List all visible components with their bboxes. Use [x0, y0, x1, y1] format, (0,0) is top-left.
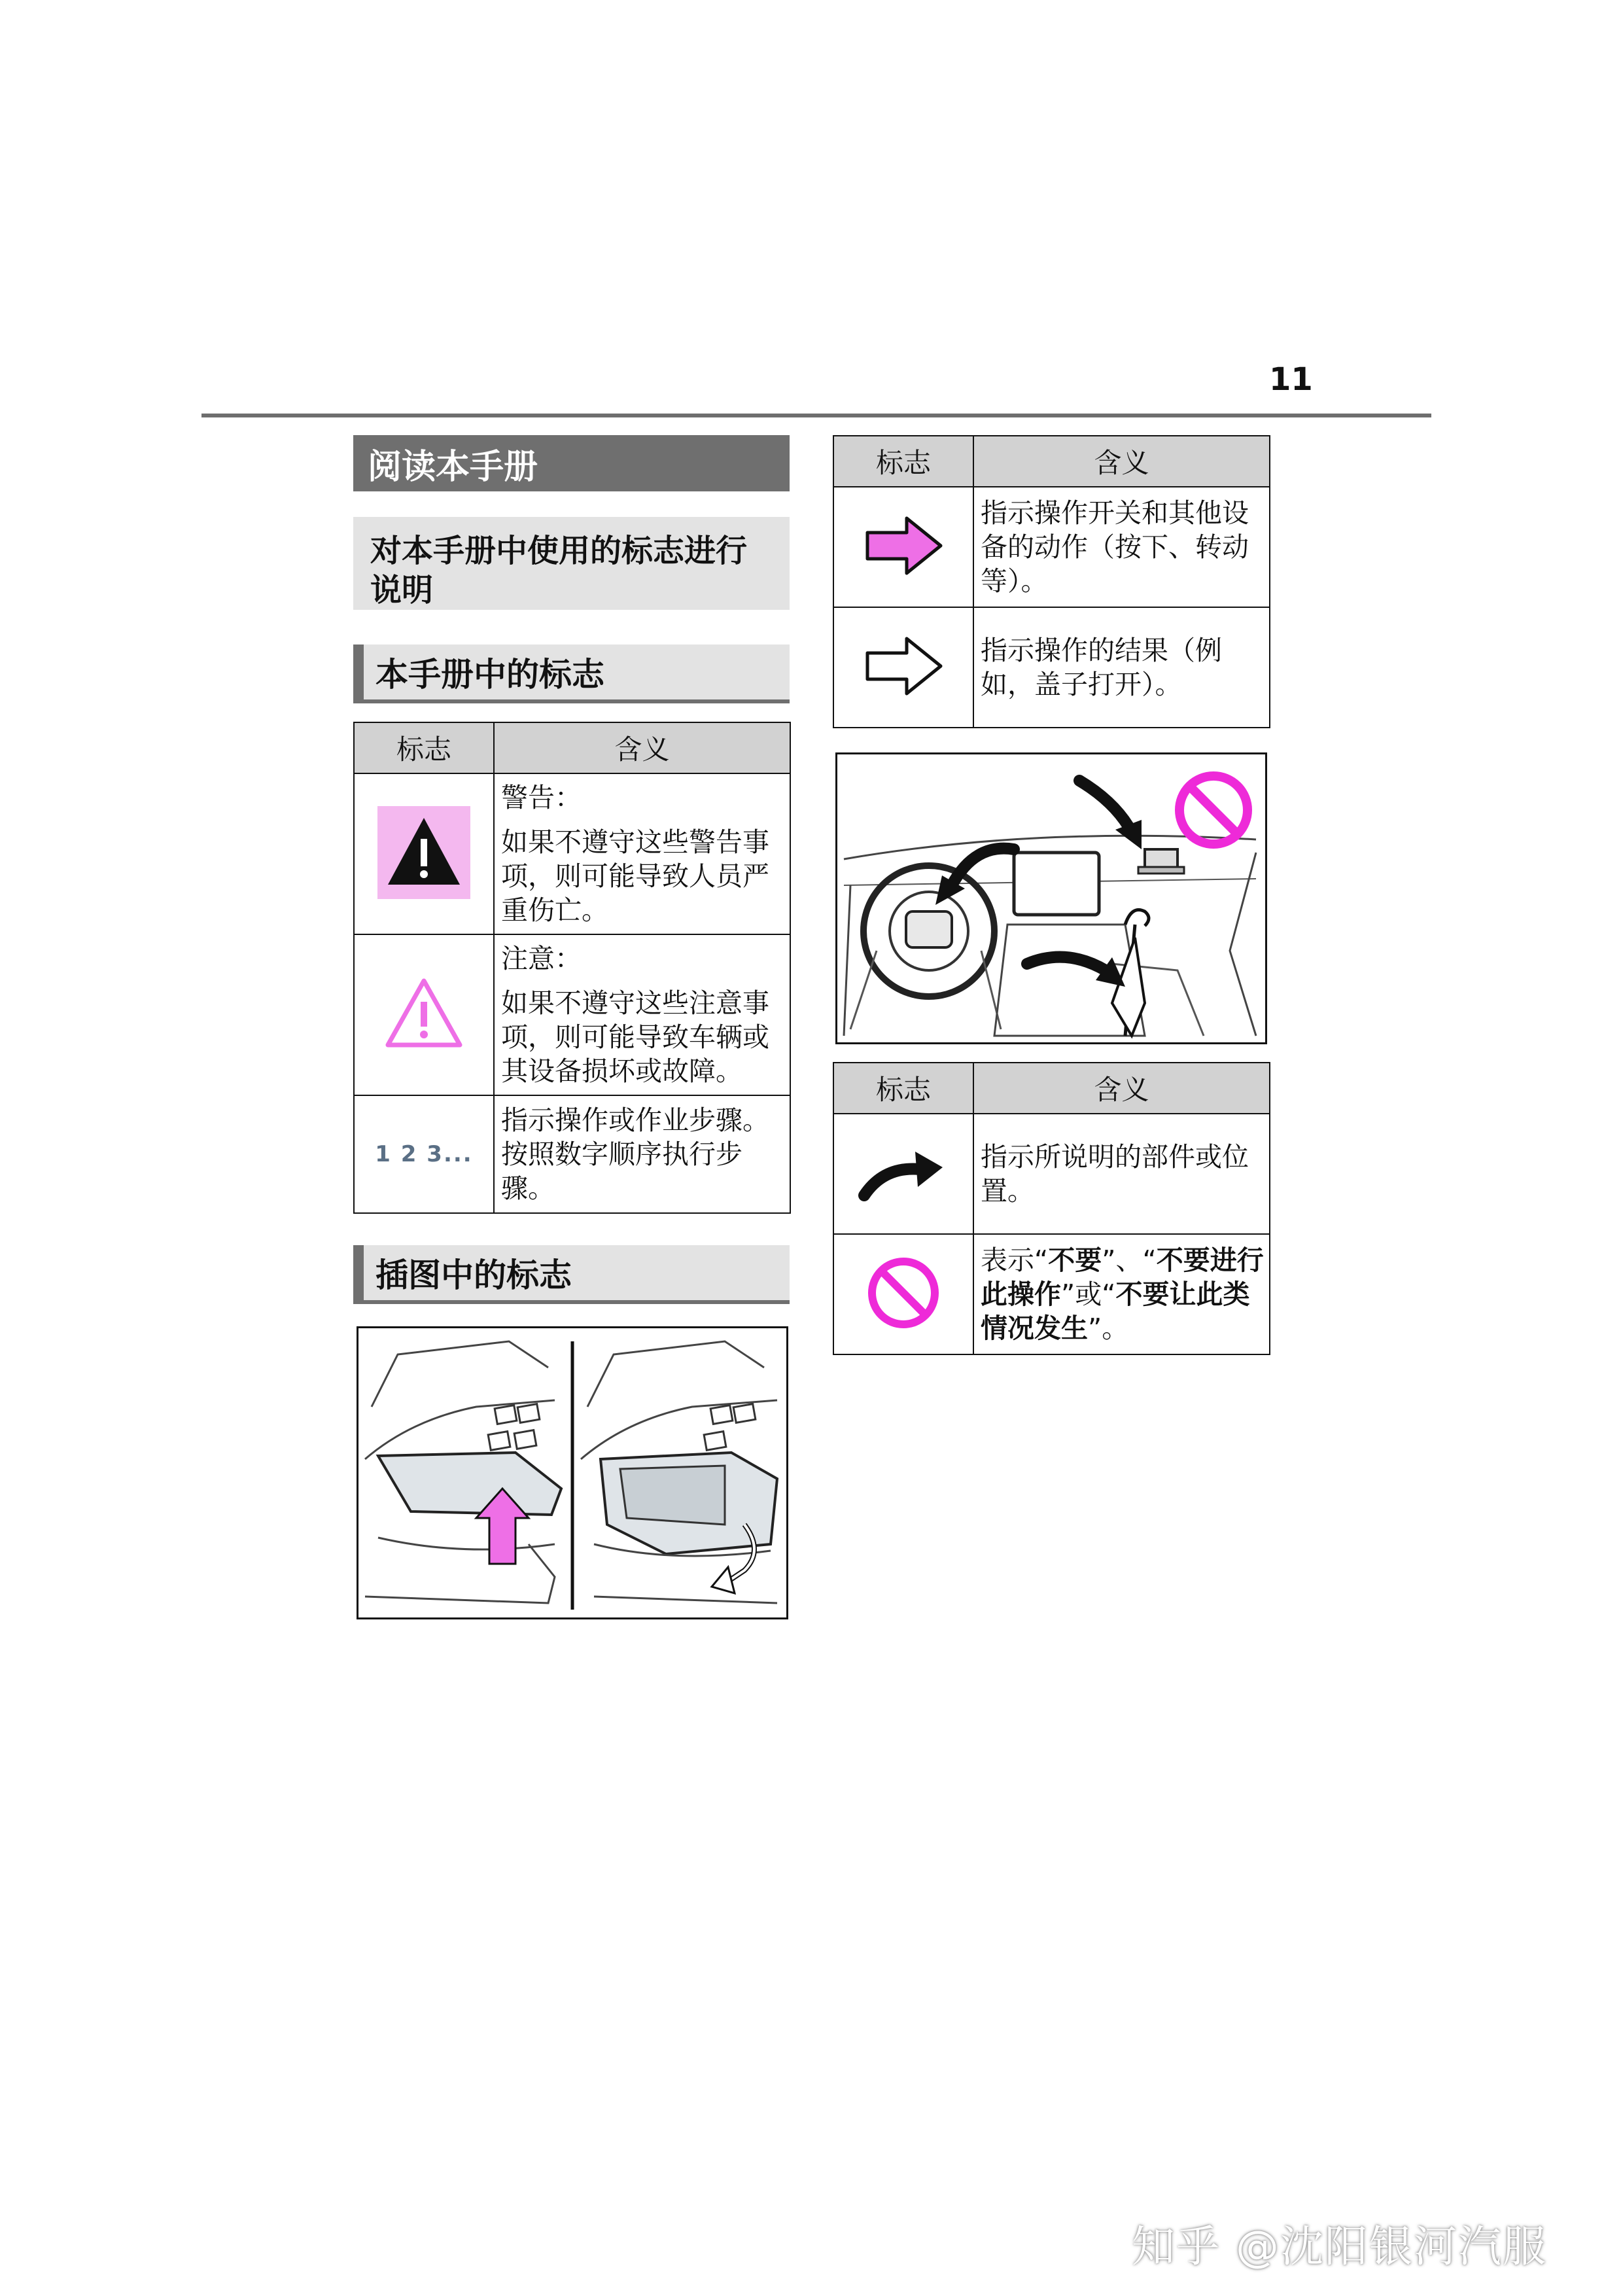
table-row	[833, 1114, 1270, 1234]
header-symbol: 标志	[833, 436, 973, 487]
outline-arrow-icon	[861, 633, 946, 699]
table-row	[833, 607, 1270, 728]
pink-arrow-text: 指示操作开关和其他设备的动作（按下、转动等）。	[981, 497, 1249, 597]
curved-arrow-text: 指示所说明的部件或位置。	[981, 1141, 1249, 1207]
table-row	[833, 487, 1270, 607]
caution-triangle-icon	[381, 974, 466, 1053]
warning-triangle-icon	[375, 804, 473, 902]
watermark: 知乎 @沈阳银河汽服	[1132, 2221, 1547, 2272]
table-row	[354, 1095, 790, 1213]
header-meaning: 含义	[973, 1063, 1270, 1114]
heading-illustration-symbols: 插图中的标志	[353, 1245, 790, 1304]
header-symbol: 标志	[833, 1063, 973, 1114]
caution-text: 如果不遵守这些注意事项，则可能导致车辆或其设备损坏或故障。	[501, 987, 769, 1087]
warning-title: 警告：	[501, 782, 582, 813]
prohibition-icon	[864, 1254, 943, 1332]
cabin-drawing	[837, 754, 1265, 1042]
console-lid-drawing	[358, 1328, 786, 1617]
steps-text: 指示操作或作业步骤。按照数字顺序执行步骤。	[501, 1104, 769, 1204]
pink-arrow-icon	[861, 513, 946, 578]
console-lid-illustration	[357, 1326, 788, 1619]
header-meaning: 含义	[494, 722, 790, 773]
table-row	[833, 1234, 1270, 1354]
header-meaning: 含义	[973, 436, 1270, 487]
outline-arrow-text: 指示操作的结果（例如，盖子打开）。	[981, 635, 1222, 700]
manual-symbols-table	[353, 722, 791, 1214]
table-row	[354, 773, 790, 934]
header-symbol: 标志	[354, 722, 494, 773]
caution-title: 注意：	[501, 943, 582, 974]
illustration-symbols-table-bottom	[833, 1062, 1270, 1355]
table-header-row	[354, 722, 790, 773]
prohibition-text: 表示“不要”、“不要进行此操作”或“不要让此类情况发生”。	[973, 1234, 1270, 1354]
cabin-illustration	[835, 752, 1267, 1044]
illustration-symbols-table-top	[833, 435, 1270, 728]
subsection-title: 对本手册中使用的标志进行说明	[353, 517, 790, 610]
page-number: 11	[1269, 361, 1313, 398]
heading-manual-symbols: 本手册中的标志	[353, 645, 790, 703]
top-rule	[201, 414, 1431, 417]
step-numbers-icon: 1 2 3...	[375, 1141, 473, 1167]
section-title: 阅读本手册	[353, 435, 790, 491]
curved-arrow-icon	[858, 1140, 949, 1205]
table-row	[354, 934, 790, 1095]
table-header-row	[833, 1063, 1270, 1114]
table-header-row	[833, 436, 1270, 487]
warning-text: 如果不遵守这些警告事项，则可能导致人员严重伤亡。	[501, 826, 769, 926]
